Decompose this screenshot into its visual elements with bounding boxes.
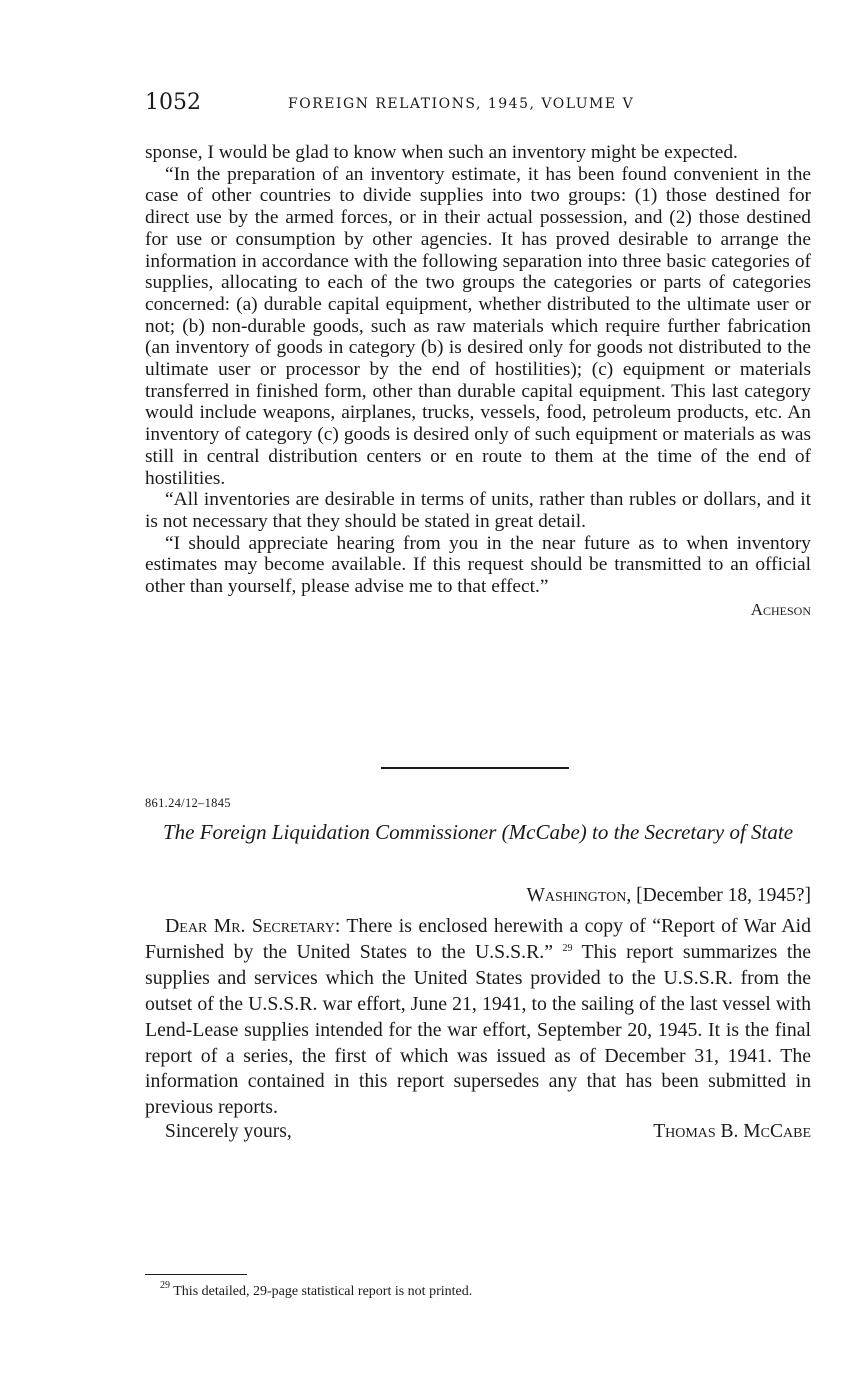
letter-text-continued: This report summarizes the supplies and services which the United States provided to the U.S.S.R. from the outset of the U.S.S.R. war effort, June 21, 1941, to the sailing of the last vessel with Lend-Lease supplies intended for the war effort, September 20, 1945. It is the final report of a series, the first of which was issued as of December 31, 1941. The information contained in this report supersedes any that has been submitted in previous reports. — [145, 940, 811, 1119]
document-page — [145, 90, 812, 1299]
page-number: 1052 — [145, 90, 201, 115]
page-header — [145, 90, 811, 120]
paragraph: sponse, I would be glad to know when such an inventory might be expected. — [145, 142, 738, 163]
footnote-number: 29 — [160, 1280, 170, 1291]
signature-acheson: Acheson — [750, 599, 811, 619]
signature-mccabe: Thomas B. McCabe — [653, 1121, 811, 1143]
footnote-rule — [145, 1274, 247, 1275]
letter-text: : There is enclosed herewith a copy of “Report of War Aid Furnished by the United States to the U.S.S.R.” — [145, 915, 812, 963]
footnote-reference: 29 — [562, 942, 573, 954]
document-title: The Foreign Liquidation Commissioner (McCabe) to the Secretary of State — [162, 820, 794, 844]
closing-line — [145, 1121, 811, 1143]
paragraph: “In the preparation of an inventory estimate, it has been found convenient in the case of other countries to divide supplies into two groups: (1) those destined for direct use by the armed forces, or in their actual possession, and (2) those destined for use or consumption by other agencies. It has proved desirable to arrange the information in accordance with the following separation into three basic categories of supplies, allocating to each of the two groups the categories or parts of categories concerned: (a) durable capital equipment, whether distributed to the ultimate user or not; (b) non-durable goods, such as raw materials which require further fabrication (an inventory of goods in category (b) is desired only for goods not distributed to the ultimate user or processor by the end of hostilities); (c) equipment or materials transferred in finished form, other than durable capital equipment. This last category would include weapons, airplanes, trucks, vessels, food, petroleum products, etc. An inventory of category (c) goods is desired only of such equipment or materials as was still in central distribution centers or en route to them at the time of the end of hostilities. — [145, 163, 811, 489]
paragraph: “All inventories are desirable in terms of units, rather than rubles or dollars, and it is not necessary that they should be stated in great detail. — [145, 489, 811, 532]
mccabe-letter-body — [145, 914, 811, 1143]
dateline — [527, 885, 811, 907]
footnote — [160, 1280, 473, 1300]
paragraph: “I should appreciate hearing from you in the near future as to when inventory estimates may become available. If this request should be transmitted to an official other than yourself, please advise me to that effect.” — [145, 532, 811, 598]
file-number: 861.24/12–1845 — [145, 796, 231, 810]
section-divider — [381, 767, 569, 769]
footnote-text: This detailed, 29-page statistical report is not printed. — [170, 1284, 473, 1299]
dateline-place: Washington — [526, 885, 627, 906]
salutation: Dear Mr. Secretary — [165, 915, 335, 937]
dateline-date: , [December 18, 1945?] — [626, 885, 811, 906]
closing-phrase: Sincerely yours, — [165, 1121, 292, 1143]
running-title: FOREIGN RELATIONS, 1945, VOLUME V — [288, 96, 635, 112]
letter-paragraph — [145, 914, 811, 1121]
acheson-letter-body — [145, 142, 811, 620]
